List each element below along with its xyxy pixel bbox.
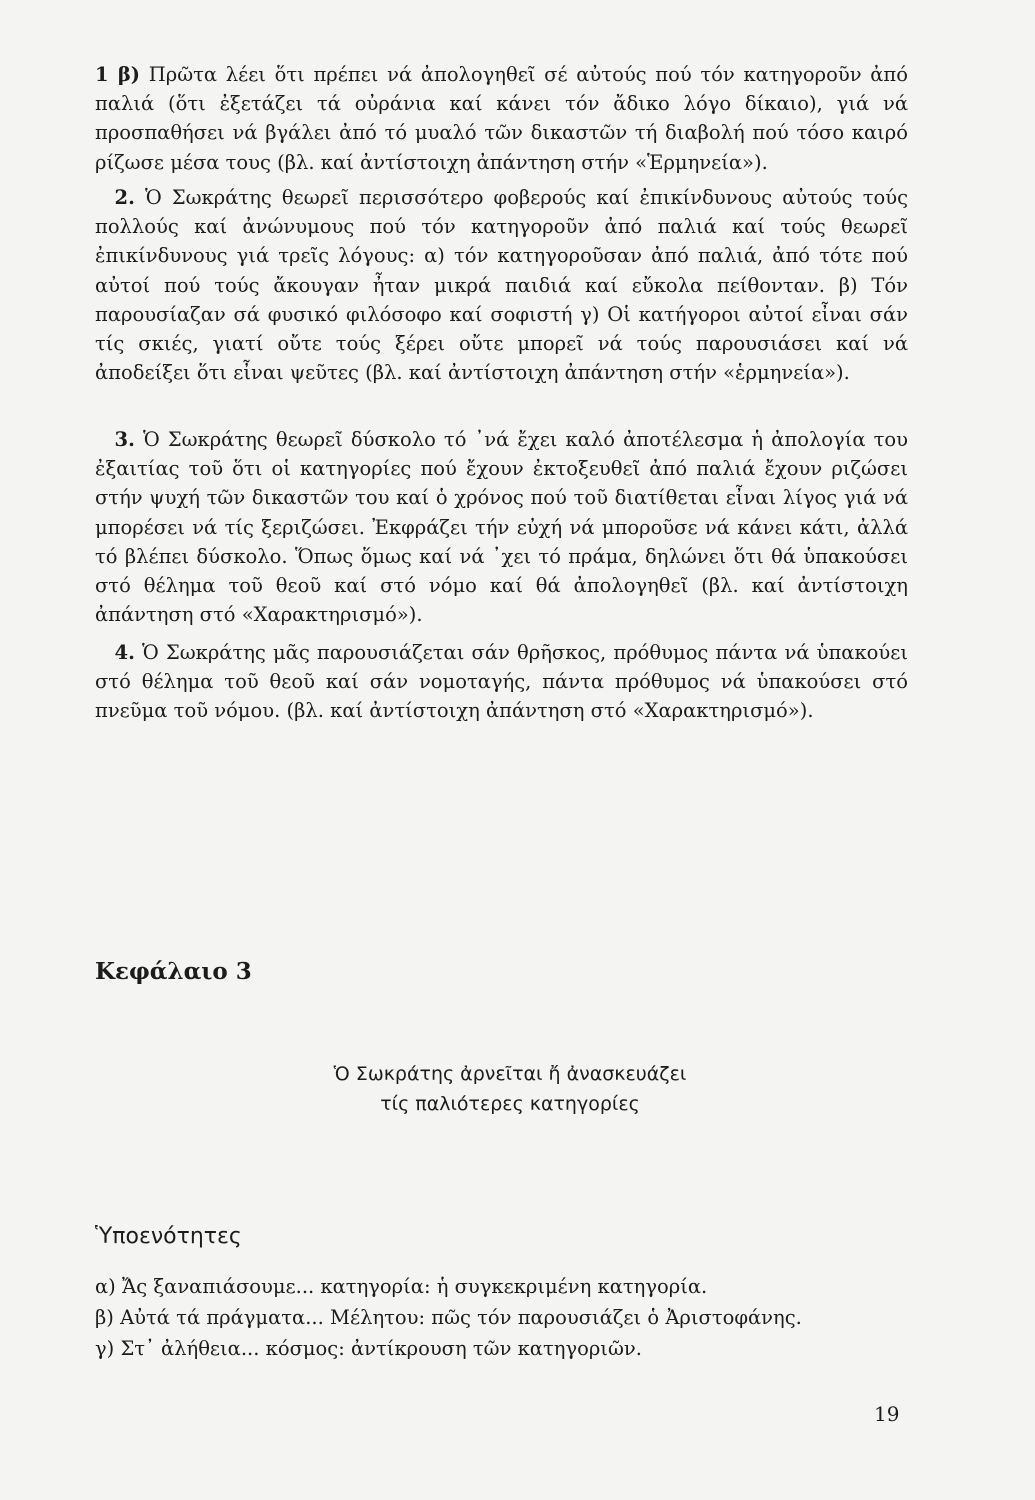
answer-paragraph-3	[95, 425, 908, 629]
chapter-subtitle	[200, 1059, 820, 1119]
answer-number: 3.	[114, 428, 135, 451]
topics-heading: Ὑποενότητες	[95, 1224, 242, 1249]
answer-paragraph-1	[95, 60, 908, 177]
answer-text: Πρῶτα λέει ὅτι πρέπει νά ἀπολογηθεῖ σέ αὐτούς πού τόν κατηγοροῦν ἀπό παλιά (ὅτι ἐξετάζει τά οὐράνια καί κάνει τόν ἄδικο λόγο δίκαιο), γιά νά προσπαθήσει νά βγάλει ἀπό τό μυαλό τῶν δικαστῶν τή διαβολή πού τόσο καιρό ρίζωσε μέσα τους (βλ. καί ἀντίστοιχη ἀπάντηση στήν «Ἑρμηνεία»).	[95, 63, 908, 174]
answer-number: 1 β)	[95, 63, 141, 86]
list-item: α) Ἄς ξαναπιάσουμε... κατηγορία: ἡ συγκεκριμένη κατηγορία.	[95, 1275, 708, 1298]
answer-paragraph-2	[95, 183, 908, 387]
answer-paragraph-4	[95, 638, 908, 726]
answer-number: 4.	[114, 641, 135, 664]
chapter-subtitle-line-2: τίς παλιότερες κατηγορίες	[380, 1093, 640, 1115]
topics-list	[95, 1271, 925, 1364]
answer-text: Ὁ Σωκράτης θεωρεῖ δύσκολο τό ᾽νά ἔχει καλό ἀποτέλεσμα ἡ ἀπολογία του ἐξαιτίας τοῦ ὅτι οἱ κατηγορίες πού ἔχουν ἐκτοξευθεῖ ἀπό παλιά ἔχουν ριζώσει στήν ψυχή τῶν δικαστῶν του καί ὁ χρόνος πού τοῦ διατίθεται εἶναι λίγος γιά νά μπορέσει νά τίς ξεριζώσει. Ἐκφράζει τήν εὐχή νά μποροῦσε νά κάνει κάτι, ἀλλά τό βλέπει δύσκολο. Ὅπως ὅμως καί νά ᾽χει τό πράμα, δηλώνει ὅτι θά ὑπακούσει στό θέλημα τοῦ θεοῦ καί στό νόμο καί θά ἀπολογηθεῖ (βλ. καί ἀντίστοιχη ἀπάντηση στό «Χαρακτηρισμό»).	[95, 428, 908, 627]
list-item: β) Αὐτά τά πράγματα... Μέλητου: πῶς τόν παρουσιάζει ὁ Ἀριστοφάνης.	[95, 1306, 802, 1329]
answer-number: 2.	[114, 186, 135, 209]
answer-text: Ὁ Σωκράτης μᾶς παρουσιάζεται σάν θρῆσκος, πρόθυμος πάντα νά ὑπακούει στό θέλημα τοῦ θεοῦ καί σάν νομοταγής, πάντα πρόθυμος νά ὑπακούσει στό πνεῦμα τοῦ νόμου. (βλ. καί ἀντίστοιχη ἀπάντηση στό «Χαρακτηρισμό»).	[95, 641, 909, 723]
page-number: 19	[874, 1402, 900, 1426]
chapter-title: Κεφάλαιο 3	[95, 958, 252, 985]
chapter-subtitle-line-1: Ὁ Σωκράτης ἀρνεῖται ἤ ἀνασκευάζει	[333, 1063, 687, 1085]
list-item: γ) Στ᾽ ἀλήθεια... κόσμος: ἀντίκρουση τῶν κατηγοριῶν.	[95, 1337, 642, 1360]
answer-text: Ὁ Σωκράτης θεωρεῖ περισσότερο φοβερούς καί ἐπικίνδυνους αὐτούς τούς πολλούς καί ἀνώνυμους πού τόν κατηγοροῦν ἀπό παλιά καί τούς θεωρεῖ ἐπικίνδυνους γιά τρεῖς λόγους: α) τόν κατηγοροῦσαν ἀπό παλιά, ἀπό τότε πού αὐτοί πού τούς ἄκουγαν ἦταν μικρά παιδιά καί εὔκολα πείθονταν. β) Τόν παρουσίαζαν σά φυσικό φιλόσοφο καί σοφιστή γ) Οἱ κατήγοροι αὐτοί εἶναι σάν τίς σκιές, γιατί οὔτε τούς ξέρει οὔτε μπορεῖ νά τούς παρουσιάσει καί νά ἀποδείξει ὅτι εἶναι ψεῦτες (βλ. καί ἀντίστοιχη ἀπάντηση στήν «ἑρμηνεία»).	[95, 186, 908, 385]
